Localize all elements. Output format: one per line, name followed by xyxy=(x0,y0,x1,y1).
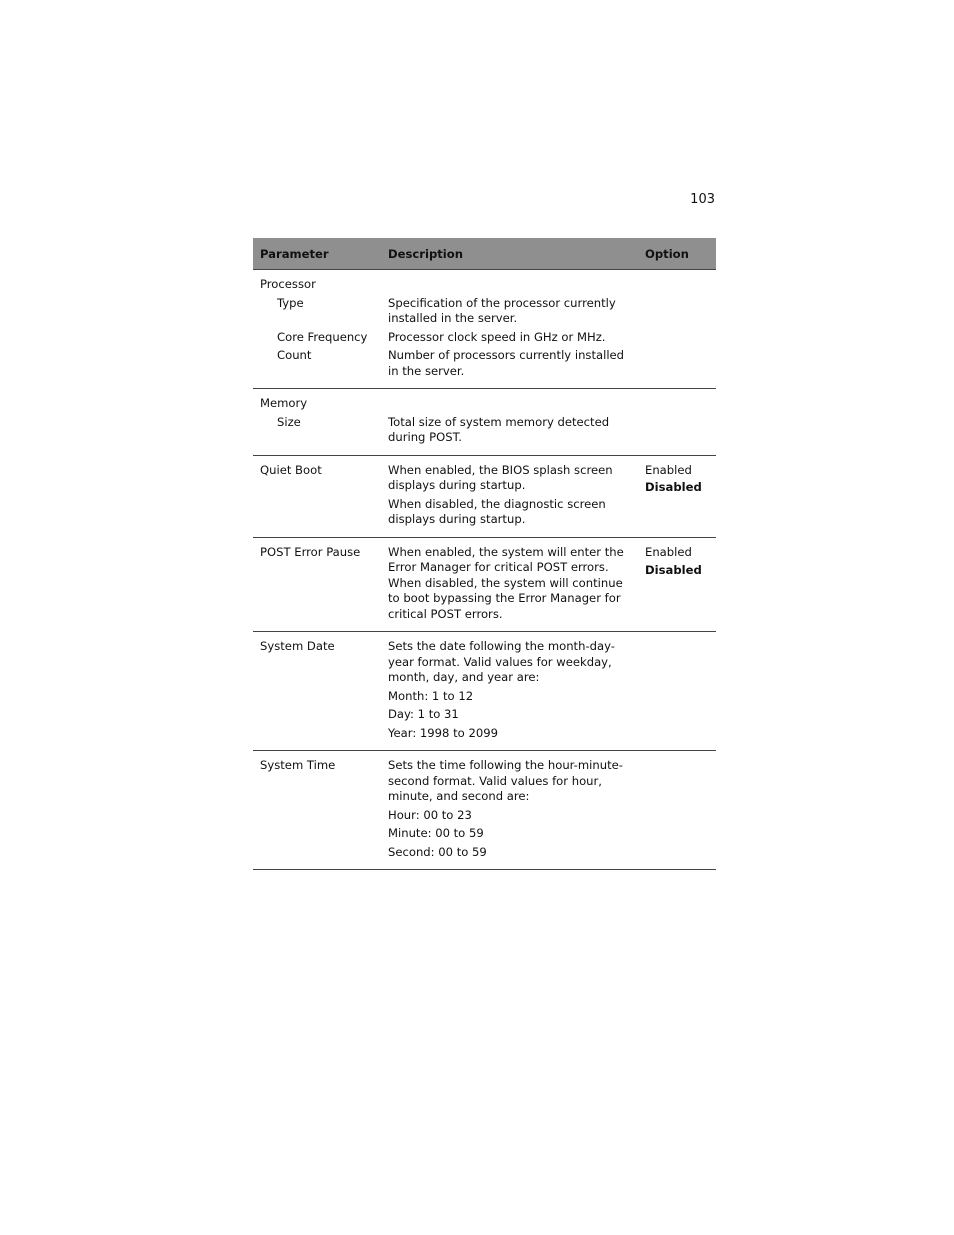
header-option: Option xyxy=(638,238,716,270)
desc-cell xyxy=(381,455,638,537)
desc-processor-type: Specification of the processor currently installed in the server. xyxy=(388,295,616,325)
option-enabled: Enabled xyxy=(645,462,692,477)
param-system-time: System Time xyxy=(253,751,381,870)
option-cell xyxy=(638,632,716,751)
param-cell xyxy=(253,270,381,389)
page-number: 103 xyxy=(690,192,715,207)
option-disabled-default: Disabled xyxy=(645,480,702,494)
desc-cell xyxy=(381,270,638,389)
desc-quiet-boot-disabled: When disabled, the diagnostic screen displays during startup. xyxy=(388,496,606,526)
table-row-processor xyxy=(253,270,716,389)
time-second-range: Second: 00 to 59 xyxy=(388,844,487,859)
parameter-table xyxy=(253,238,716,870)
param-processor: Processor xyxy=(260,277,316,291)
table-row-system-time xyxy=(253,751,716,870)
param-cell xyxy=(253,389,381,456)
desc-processor-count: Number of processors currently installed in the server. xyxy=(388,348,625,378)
option-enabled: Enabled xyxy=(645,544,692,559)
desc-processor-core-frequency: Processor clock speed in GHz or MHz. xyxy=(388,329,606,344)
table-row-post-error-pause xyxy=(253,537,716,632)
date-day-range: Day: 1 to 31 xyxy=(388,707,459,721)
desc-system-date: Sets the date following the month-day-year format. Valid values for weekday, month, day, and year are: xyxy=(388,639,615,684)
option-cell xyxy=(638,270,716,389)
desc-memory-size: Total size of system memory detected during POST. xyxy=(388,414,610,444)
desc-system-time: Sets the time following the hour-minute-second format. Valid values for hour, minute, and second are: xyxy=(388,758,623,803)
date-year-range: Year: 1998 to 2099 xyxy=(388,725,498,740)
param-processor-type: Type xyxy=(277,295,304,310)
option-cell xyxy=(638,455,716,537)
param-post-error-pause: POST Error Pause xyxy=(253,537,381,632)
option-disabled-default: Disabled xyxy=(645,563,702,577)
desc-cell xyxy=(381,632,638,751)
time-minute-range: Minute: 00 to 59 xyxy=(388,826,484,840)
option-cell xyxy=(638,537,716,632)
desc-cell xyxy=(381,751,638,870)
table-header-row xyxy=(253,238,716,270)
param-memory-size: Size xyxy=(277,414,301,429)
param-quiet-boot: Quiet Boot xyxy=(253,455,381,537)
time-hour-range: Hour: 00 to 23 xyxy=(388,807,472,822)
header-parameter: Parameter xyxy=(253,238,381,270)
option-cell xyxy=(638,751,716,870)
date-month-range: Month: 1 to 12 xyxy=(388,688,474,703)
desc-cell xyxy=(381,389,638,456)
table-row-system-date xyxy=(253,632,716,751)
option-cell xyxy=(638,389,716,456)
table-row-memory xyxy=(253,389,716,456)
desc-post-error-pause: When enabled, the system will enter the Error Manager for critical POST errors. When disabled, the system will continue to boot bypassing the Error Manager for critical POST errors. xyxy=(381,537,638,632)
param-memory: Memory xyxy=(260,396,308,410)
param-system-date: System Date xyxy=(253,632,381,751)
header-description: Description xyxy=(381,238,638,270)
table-row-quiet-boot xyxy=(253,455,716,537)
param-processor-count: Count xyxy=(277,348,312,362)
desc-quiet-boot-enabled: When enabled, the BIOS splash screen displays during startup. xyxy=(388,462,613,492)
param-processor-core-frequency: Core Frequency xyxy=(277,329,368,344)
